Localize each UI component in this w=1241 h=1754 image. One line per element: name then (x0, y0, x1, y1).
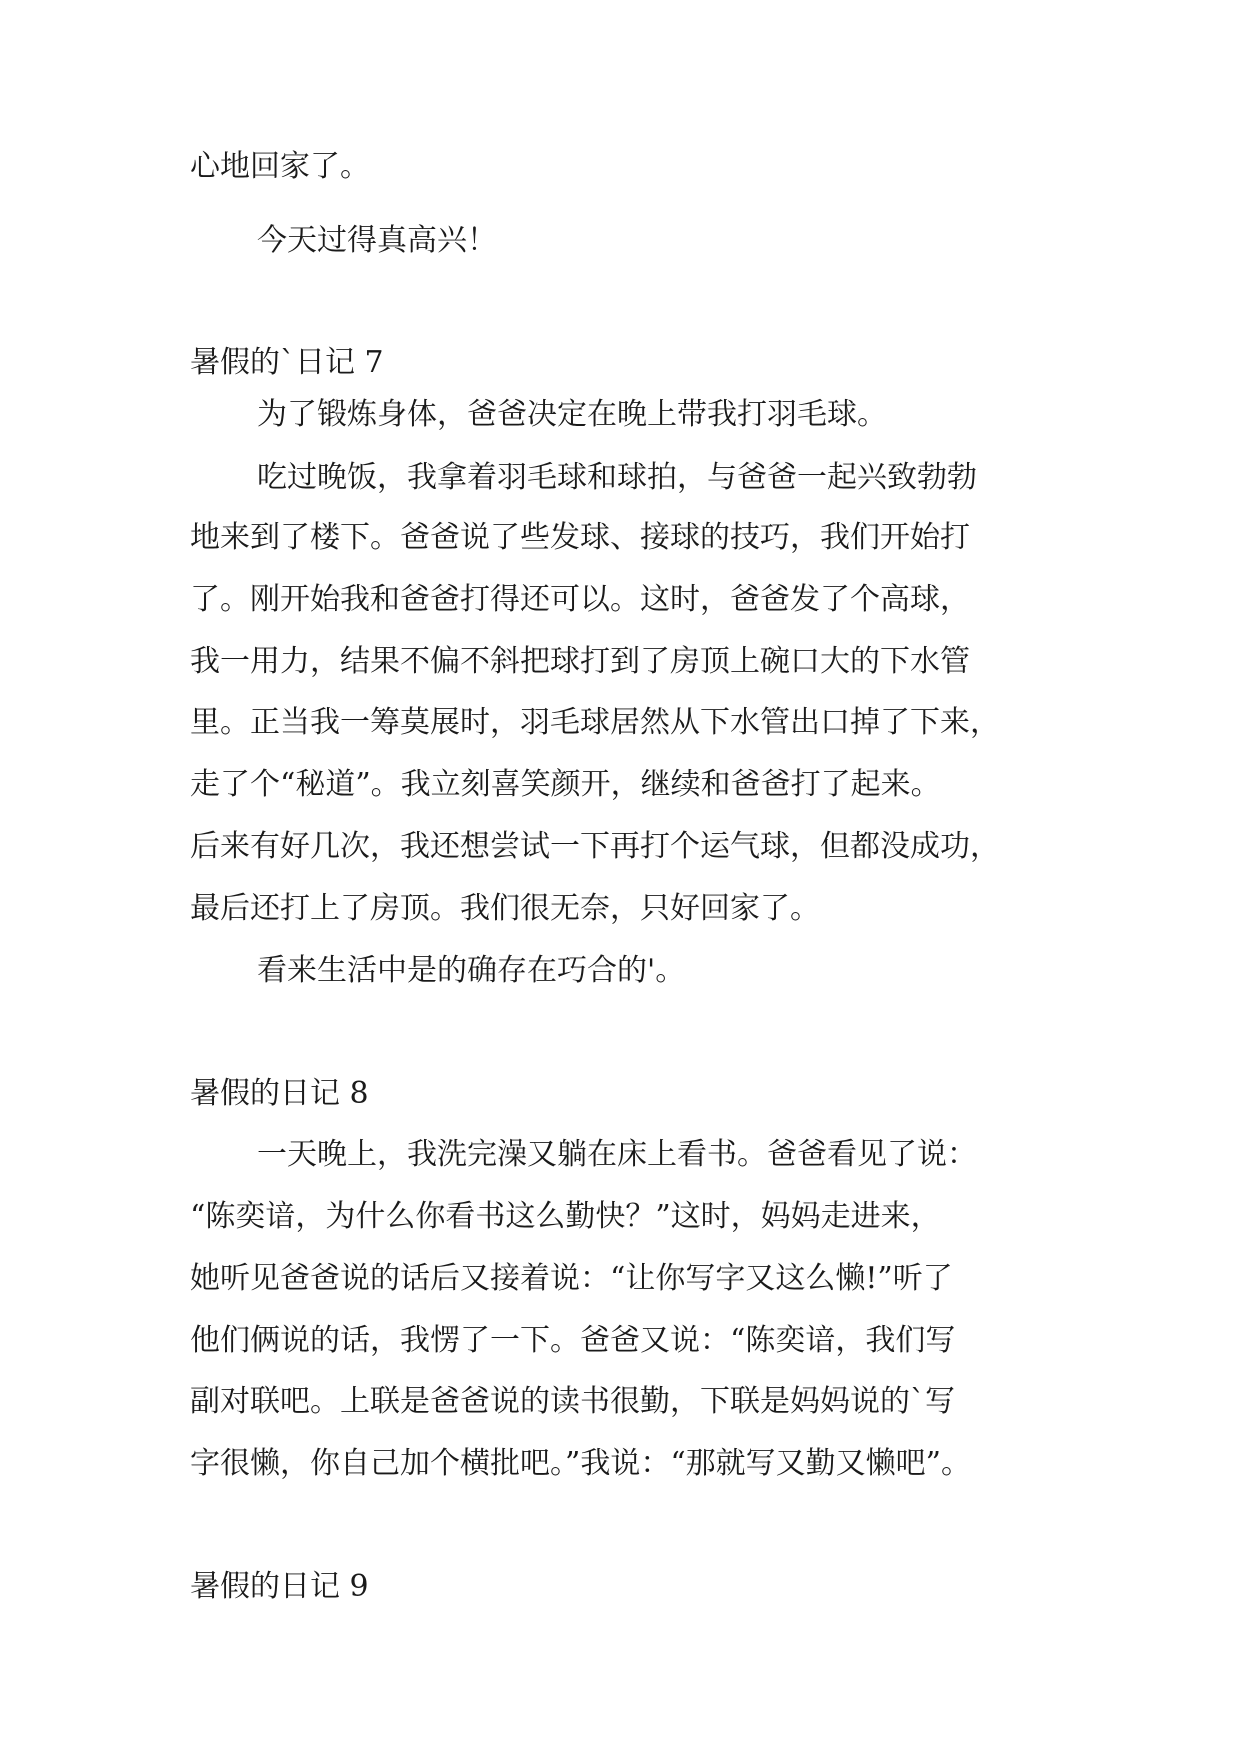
section-title: 暑假的日记 8 (190, 1076, 369, 1111)
text-line: 地来到了楼下。爸爸说了些发球、接球的技巧，我们开始打 (190, 520, 970, 555)
text-line: 她听见爸爸说的话后又接着说：“让你写字又这么懒!”听了 (190, 1261, 953, 1296)
text-line: 走了个“秘道”。我立刻喜笑颜开，继续和爸爸打了起来。 (190, 767, 941, 802)
text-line: 心地回家了。 (190, 149, 370, 184)
section-title: 暑假的日记 9 (190, 1569, 369, 1604)
text-line: 字很懒，你自己加个横批吧。”我说：“那就写又勤又懒吧”。 (190, 1446, 972, 1481)
text-line: 副对联吧。上联是爸爸说的读书很勤，下联是妈妈说的`写 (190, 1384, 955, 1419)
text-line: 今天过得真高兴！ (257, 223, 497, 258)
text-line: 吃过晚饭，我拿着羽毛球和球拍，与爸爸一起兴致勃勃 (257, 460, 977, 495)
text-line: 一天晚上，我洗完澡又躺在床上看书。爸爸看见了说： (257, 1137, 977, 1172)
text-line: 最后还打上了房顶。我们很无奈，只好回家了。 (190, 891, 820, 926)
text-line: 为了锻炼身体，爸爸决定在晚上带我打羽毛球。 (257, 397, 887, 432)
text-line: 后来有好几次，我还想尝试一下再打个运气球，但都没成功， (190, 829, 1000, 864)
text-line: “陈奕谙，为什么你看书这么勤快？”这时，妈妈走进来， (190, 1199, 941, 1234)
text-line: 里。正当我一筹莫展时，羽毛球居然从下水管出口掉了下来， (190, 705, 1000, 740)
text-line: 了。刚开始我和爸爸打得还可以。这时，爸爸发了个高球， (190, 582, 970, 617)
text-line: 他们俩说的话，我愣了一下。爸爸又说：“陈奕谙，我们写 (190, 1323, 956, 1358)
section-title: 暑假的`日记 7 (190, 345, 384, 380)
text-line: 看来生活中是的确存在巧合的'。 (257, 953, 686, 988)
text-line: 我一用力，结果不偏不斜把球打到了房顶上碗口大的下水管 (190, 644, 970, 679)
